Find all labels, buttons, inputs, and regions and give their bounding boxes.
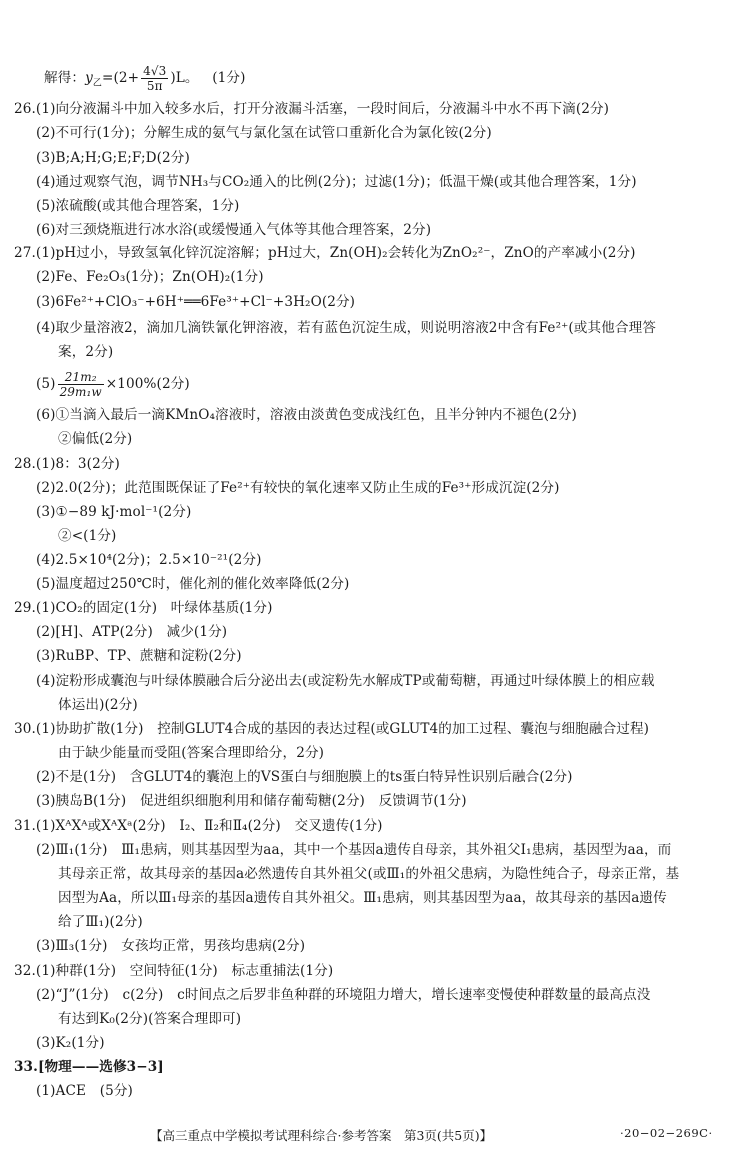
answer-line: 32.(1)种群(1分) 空间特征(1分) 标志重捕法(1分) [14, 963, 334, 979]
fraction-prefix: (5) [36, 376, 56, 392]
answer-line: 其母亲正常，故其母亲的基因a必然遗传自其外祖父(或Ⅲ₁的外祖父患病，为隐性纯合子，母亲正常，基 [58, 866, 680, 882]
answer-line: (3)B;A;H;G;E;F;D(2分) [36, 150, 190, 166]
answer-line: (3)胰岛B(1分) 促进组织细胞利用和储存葡萄糖(2分) 反馈调节(1分) [36, 793, 467, 809]
answer-line-fraction [36, 370, 190, 399]
formula-eq: =(2+ [101, 70, 140, 86]
fraction-numerator: 4√3 [143, 64, 167, 78]
answer-line: 27.(1)pH过小，导致氢氧化锌沉淀溶解；pH过大，Zn(OH)₂会转化为ZnO₂²⁻，ZnO的产率减小(2分) [14, 245, 636, 261]
answer-line: (3)①−89 kJ·mol⁻¹(2分) [36, 504, 192, 520]
answer-line: (3)6Fe²⁺+ClO₃⁻+6H⁺══6Fe³⁺+Cl⁻+3H₂O(2分) [36, 294, 356, 310]
answer-line: 由于缺少能量而受阻(答案合理即给分，2分) [58, 745, 325, 761]
page-code: ·20−02−269C· [620, 1126, 713, 1140]
formula-var: y [85, 70, 93, 86]
fraction-suffix: ×100%(2分) [105, 376, 190, 392]
answer-line: 26.(1)向分液漏斗中加入较多水后，打开分液漏斗活塞，一段时间后，分液漏斗中水不再下滴(2分) [14, 101, 610, 117]
answer-line: 28.(1)8：3(2分) [14, 456, 120, 472]
answer-line: (3)Ⅲ₃(1分) 女孩均正常，男孩均患病(2分) [36, 938, 306, 954]
answer-line: ②偏低(2分) [58, 431, 133, 447]
formula-sub: 乙 [92, 78, 102, 89]
page-footer: 【高三重点中学模拟考试理科综合·参考答案 第3页(共5页)】 [150, 1128, 493, 1143]
answer-line: (5)温度超过250℃时，催化剂的催化效率降低(2分) [36, 576, 350, 592]
answer-line-formula [44, 64, 246, 93]
answer-line: (2)2.0(2分)；此范围既保证了Fe²⁺有较快的氧化速率又防止生成的Fe³⁺形成沉淀(2分) [36, 480, 560, 496]
fraction-denominator: 5π [146, 79, 163, 93]
answer-line: (2)“J”(1分) c(2分) c时间点之后罗非鱼种群的环境阻力增大，增长速率变慢使种群数量的最高点没 [36, 987, 651, 1003]
answer-line: 有达到K₀(2分)(答案合理即可) [58, 1011, 242, 1027]
answer-line: (3)RuBP、TP、蔗糖和淀粉(2分) [36, 648, 242, 664]
answer-line: (4)通过观察气泡，调节NH₃与CO₂通入的比例(2分)；过滤(1分)；低温干燥(或其他合理答案，1分) [36, 174, 637, 190]
formula-score: (1分) [212, 70, 246, 86]
answer-line: 29.(1)CO₂的固定(1分) 叶绿体基质(1分) [14, 600, 273, 616]
answer-line: (2)Ⅲ₁(1分) Ⅲ₁患病，则其基因型为aa，其中一个基因a遗传自母亲，其外祖父Ⅰ₁患病，基因型为aa，而 [36, 842, 672, 858]
answer-line: (2)[H]、ATP(2分) 减少(1分) [36, 624, 228, 640]
formula-prefix: 解得： [44, 70, 86, 86]
answer-line: ②<(1分) [58, 528, 117, 544]
answer-line: (2)Fe、Fe₂O₃(1分)；Zn(OH)₂(1分) [36, 269, 264, 285]
answer-line: (3)K₂(1分) [36, 1035, 105, 1051]
fraction-numerator: 21m₂ [58, 370, 104, 385]
answer-line: (4)2.5×10⁴(2分)；2.5×10⁻²¹(2分) [36, 552, 262, 568]
answer-line: (2)不是(1分) 含GLUT4的囊泡上的VS蛋白与细胞膜上的ts蛋白特异性识别后融合(2分) [36, 769, 573, 785]
yield-fraction [58, 370, 104, 399]
answer-line: (1)ACE (5分) [36, 1083, 133, 1099]
answer-line: (4)取少量溶液2，滴加几滴铁氰化钾溶液，若有蓝色沉淀生成，则说明溶液2中含有Fe²⁺(或其他合理答 [36, 320, 656, 336]
section-heading: 33.[物理——选修3−3] [14, 1059, 164, 1075]
answer-line: (6)对三颈烧瓶进行冰水浴(或缓慢通入气体等其他合理答案，2分) [36, 222, 432, 238]
formula-fraction [141, 64, 168, 93]
answer-line: (4)淀粉形成囊泡与叶绿体膜融合后分泌出去(或淀粉先水解成TP或葡萄糖，再通过叶绿体膜上的相应载 [36, 673, 655, 689]
answer-line: 给了Ⅲ₁)(2分) [58, 914, 143, 930]
answer-line: (5)浓硫酸(或其他合理答案，1分) [36, 198, 240, 214]
answer-line: 案，2分) [58, 344, 114, 360]
answer-line: 30.(1)协助扩散(1分) 控制GLUT4合成的基因的表达过程(或GLUT4的加工过程、囊泡与细胞融合过程) [14, 721, 650, 737]
answer-line: (2)不可行(1分)；分解生成的氨气与氯化氢在试管口重新化合为氯化铵(2分) [36, 125, 492, 141]
fraction-denominator: 29m₁w [59, 385, 102, 399]
answer-line: (6)①当滴入最后一滴KMnO₄溶液时，溶液由淡黄色变成浅红色，且半分钟内不褪色(2分) [36, 407, 577, 423]
answer-line: 因型为Aa，所以Ⅲ₁母亲的基因a遗传自其外祖父。Ⅲ₁患病，则其基因型为aa，故其母亲的基因a遗传 [58, 890, 667, 906]
answer-line: 体运出)(2分) [58, 697, 138, 713]
formula-suffix: )L。 [170, 70, 199, 86]
answer-line: 31.(1)XᴬXᴬ或XᴬXᵃ(2分) Ⅰ₂、Ⅱ₂和Ⅱ₄(2分) 交叉遗传(1分) [14, 818, 383, 834]
